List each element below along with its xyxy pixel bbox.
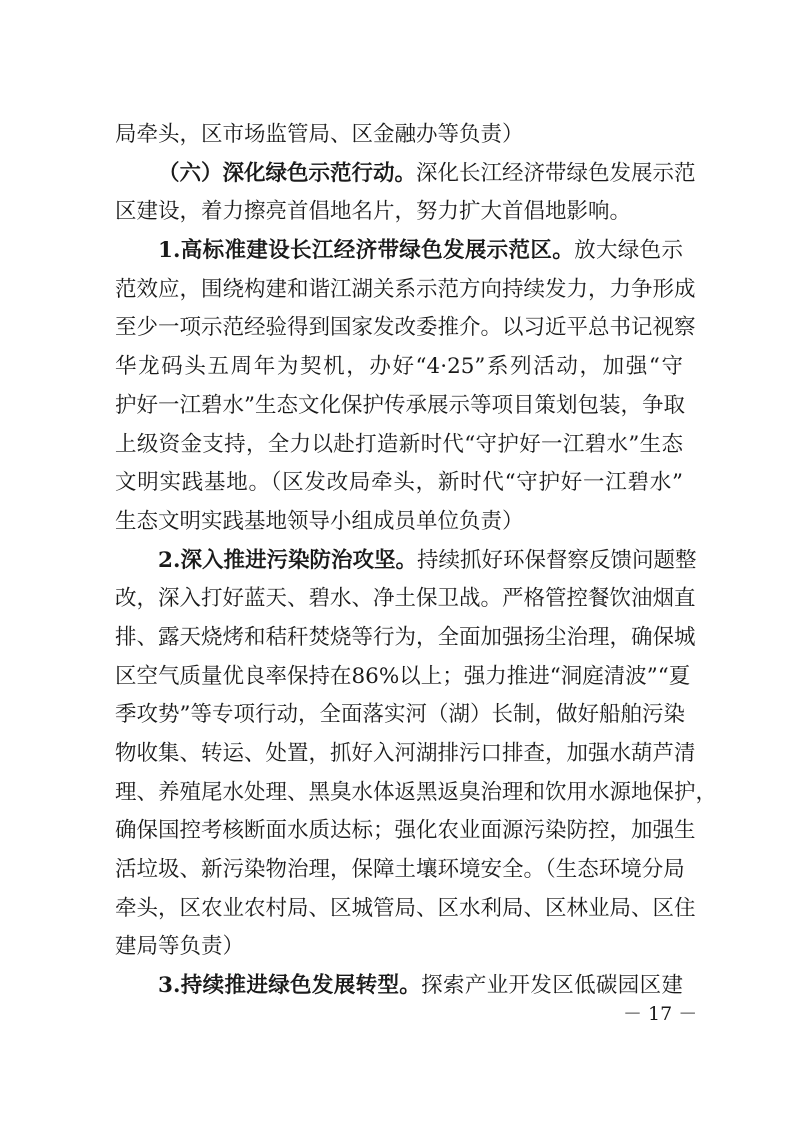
paragraph-line: 护好一江碧水”生态文化保护传承展示等项目策划包装，争取	[115, 392, 685, 418]
paragraph-line: 排、露天烧烤和秸秆焚烧等行为，全面加强扬尘治理，确保城	[115, 624, 696, 650]
paragraph-line: 局牵头，区市场监管局、区金融办等负责）	[115, 122, 524, 147]
subsection-heading: 3.持续推进绿色发展转型。	[158, 973, 422, 999]
page-number: － 17 －	[623, 1003, 698, 1025]
paragraph-line: 建局等负责）	[115, 934, 245, 960]
paragraph-line: 物收集、转运、处置，抓好入河湖排污口排查，加强水葫芦清	[115, 741, 696, 766]
paragraph-line: 区建设，着力擦亮首倡地名片，努力扩大首倡地影响。	[115, 199, 632, 225]
paragraph-line: 文明实践基地。（区发改局牵头，新时代“守护好一江碧水”	[115, 470, 683, 496]
paragraph-line: 2.深入推进污染防治攻坚。持续抓好环保督察反馈问题整	[158, 547, 697, 573]
paragraph-line: 华龙码头五周年为契机，办好“4·25”系列活动，加强“守	[115, 354, 683, 380]
paragraph-line: 生态文明实践基地领导小组成员单位负责）	[115, 508, 524, 534]
paragraph-line: 确保国控考核断面水质达标；强化农业面源污染防控，加强生	[115, 818, 696, 844]
paragraph-line: 上级资金支持，全力以赴打造新时代“守护好一江碧水”生态	[115, 431, 683, 457]
document-body	[115, 116, 718, 1006]
paragraph-line: 活垃圾、新污染物治理，保障土壤环境安全。（生态环境分局	[115, 857, 685, 883]
paragraph-line: 理、养殖尾水处理、黑臭水体返黑返臭治理和饮用水源地保护，	[115, 779, 718, 805]
paragraph-line: （六）深化绿色示范行动。深化长江经济带绿色发展示范	[158, 160, 696, 186]
paragraph-line: 1.高标准建设长江经济带绿色发展示范区。放大绿色示	[158, 238, 683, 264]
paragraph-line: 改，深入打好蓝天、碧水、净土保卫战。严格管控餐饮油烟直	[115, 586, 696, 612]
subsection-heading: 2.深入推进污染防治攻坚。	[158, 547, 417, 573]
paragraph-line: 区空气质量优良率保持在86%以上；强力推进“洞庭清波”“夏	[115, 663, 691, 689]
subsection-heading: 1.高标准建设长江经济带绿色发展示范区。	[158, 238, 575, 264]
paragraph-line: 牵头，区农业农村局、区城管局、区水利局、区林业局、区住	[115, 895, 696, 921]
paragraph-line: 范效应，围绕构建和谐江湖关系示范方向持续发力，力争形成	[115, 276, 696, 302]
paragraph-line: 季攻势”等专项行动，全面落实河（湖）长制，做好船舶污染	[115, 702, 685, 728]
paragraph-line: 至少一项示范经验得到国家发改委推介。以习近平总书记视察	[115, 315, 696, 341]
paragraph-line: 3.持续推进绿色发展转型。探索产业开发区低碳园区建	[158, 973, 683, 999]
section-heading: （六）深化绿色示范行动。	[158, 160, 417, 186]
